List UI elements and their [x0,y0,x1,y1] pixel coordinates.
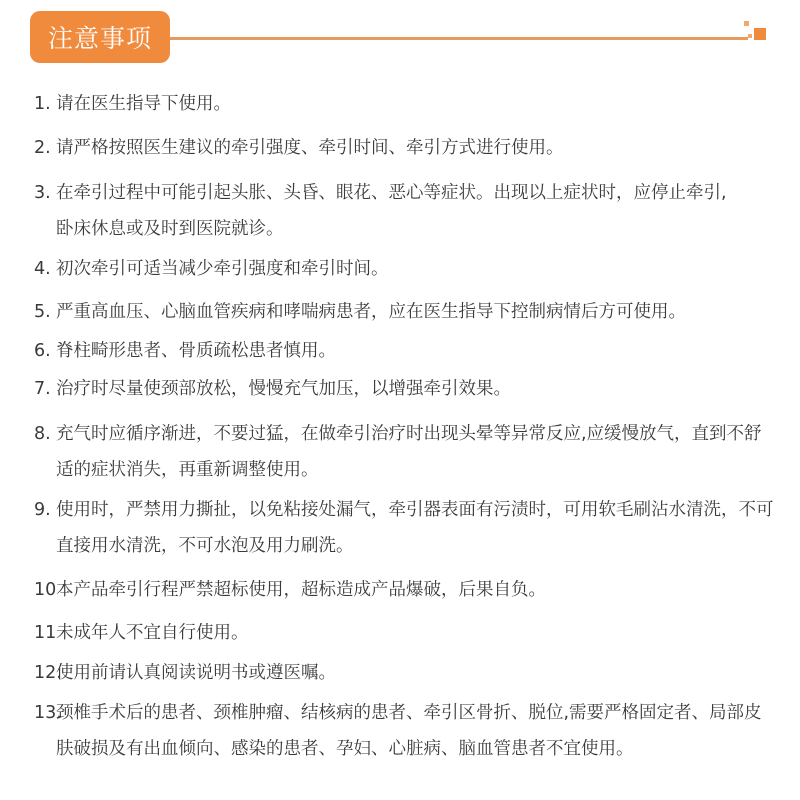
decorative-square [754,28,766,40]
item-number: 1. [34,94,51,114]
item-text: 本产品牵引行程严禁超标使用，超标造成产品爆破，后果自负。 [56,580,546,600]
item-number: 3. [34,183,51,203]
item-number: 8. [34,424,51,444]
item-text: 适的症状消失，再重新调整使用。 [56,460,319,480]
item-text: 治疗时尽量使颈部放松，慢慢充气加压，以增强牵引效果。 [56,379,511,399]
item-text: 在牵引过程中可能引起头胀、头昏、眼花、恶心等症状。出现以上症状时，应停止牵引, [56,183,727,203]
decorative-square [748,34,752,38]
item-number: 7. [34,379,51,399]
item-text: 卧床休息或及时到医院就诊。 [56,219,284,239]
item-text: 初次牵引可适当减少牵引强度和牵引时间。 [56,259,389,279]
decorative-square [744,21,749,26]
item-text: 使用前请认真阅读说明书或遵医嘱。 [56,663,336,683]
item-text: 充气时应循序渐进，不要过猛，在做牵引治疗时出现头晕等异常反应,应缓慢放气，直到不舒 [56,424,762,444]
item-number: 2. [34,138,51,158]
item-text: 使用时，严禁用力撕扯，以免粘接处漏气，牵引器表面有污渍时，可用软毛刷沾水清洗，不可 [56,500,774,520]
item-number: 6. [34,341,51,361]
item-number: 4. [34,259,51,279]
item-text: 未成年人不宜自行使用。 [56,623,249,643]
item-text: 请在医生指导下使用。 [56,94,231,114]
item-text: 颈椎手术后的患者、颈椎肿瘤、结核病的患者、牵引区骨折、脱位,需要严格固定者、局部皮 [56,703,762,723]
item-number: 13. [34,703,62,723]
item-number: 11 [34,623,57,643]
item-text: 肤破损及有出血倾向、感染的患者、孕妇、心脏病、脑血管患者不宜使用。 [56,739,634,759]
item-number: 9. [34,500,51,520]
section-title: 注意事项 [30,11,170,63]
item-number: 12. [34,663,62,683]
item-text: 直接用水清洗，不可水泡及用力刷洗。 [56,536,354,556]
item-text: 严重高血压、心脑血管疾病和哮喘病患者，应在医生指导下控制病情后方可使用。 [56,302,686,322]
item-number: 10 [34,580,57,600]
item-number: 5. [34,302,51,322]
header-divider [170,37,748,40]
item-text: 脊柱畸形患者、骨质疏松患者慎用。 [56,341,336,361]
section-header [0,0,800,80]
item-text: 请严格按照医生建议的牵引强度、牵引时间、牵引方式进行使用。 [56,138,564,158]
